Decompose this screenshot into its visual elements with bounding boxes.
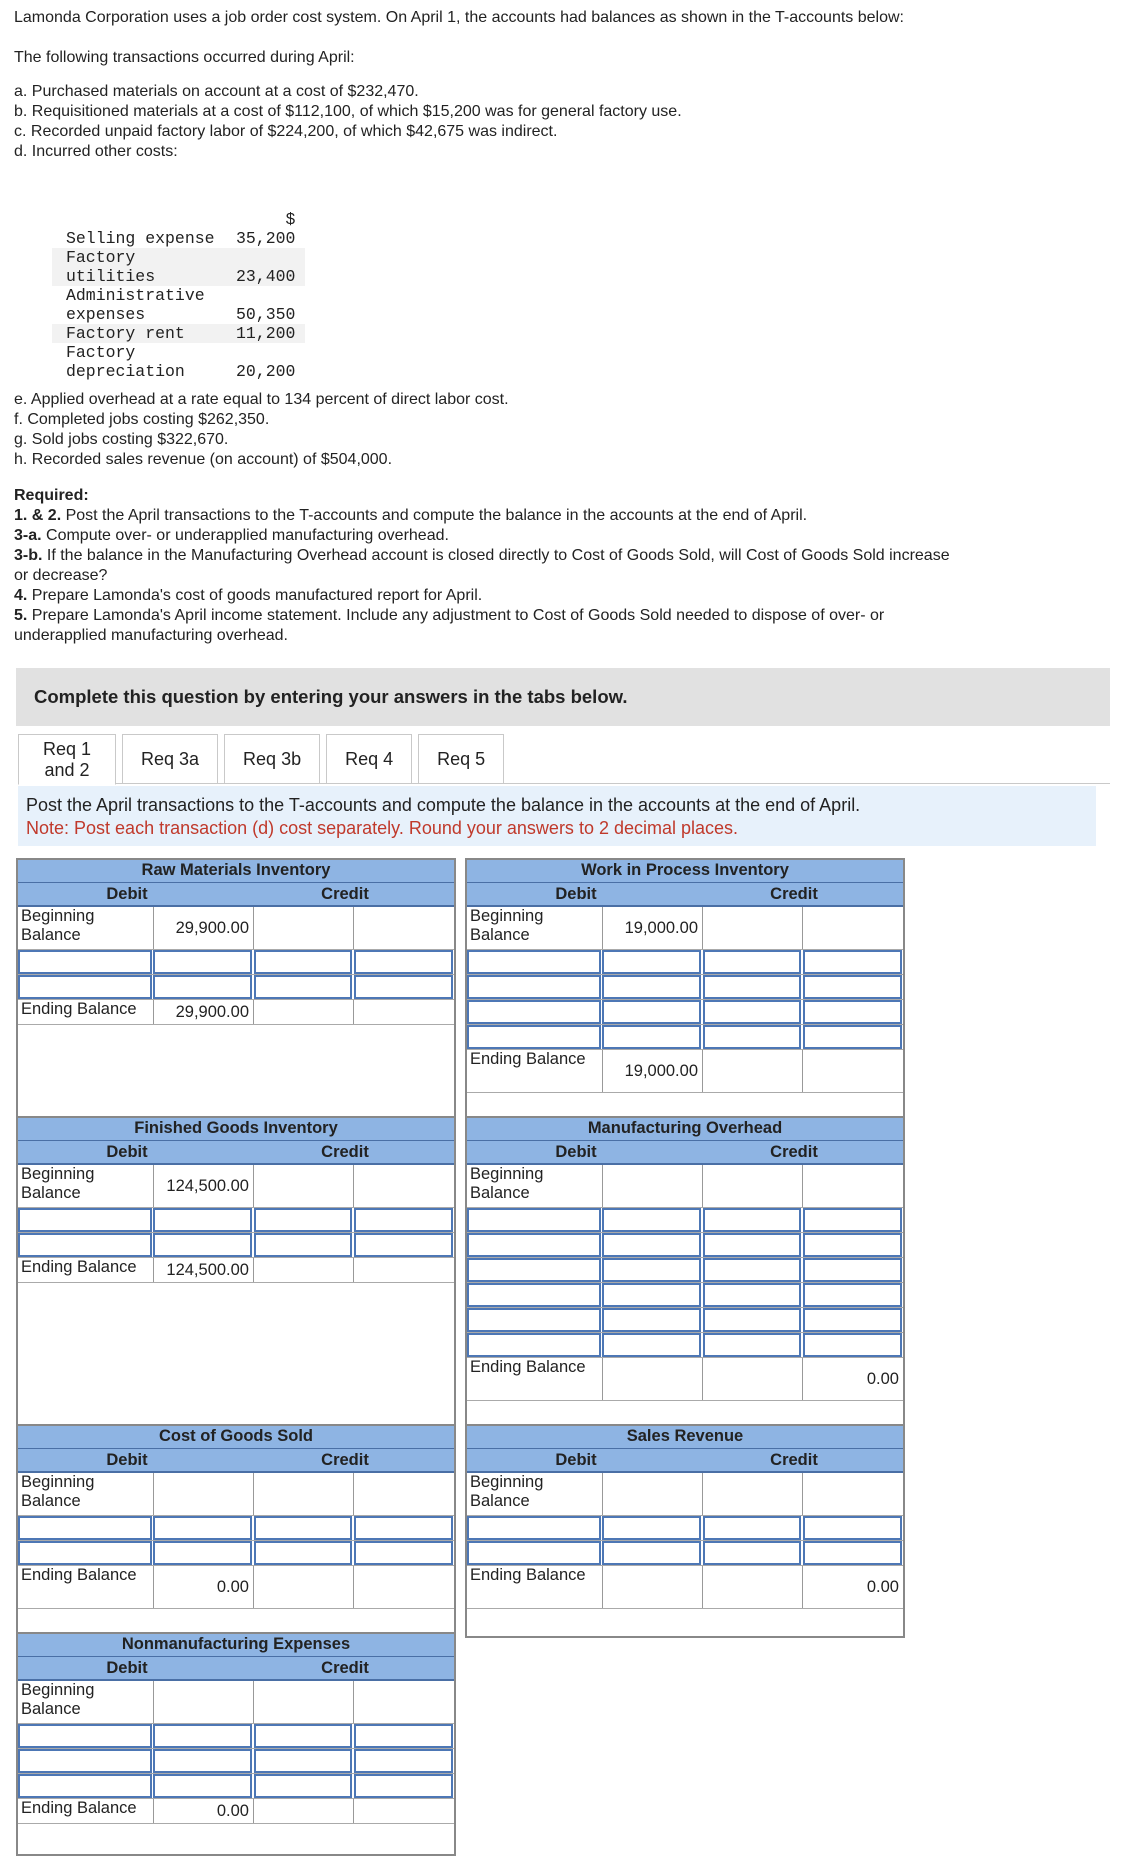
ending-row bbox=[18, 1799, 454, 1824]
row-label: Beginning Balance bbox=[18, 1473, 154, 1515]
beginning-row bbox=[18, 907, 454, 950]
t-row[interactable] bbox=[18, 1208, 454, 1233]
credit-account-input[interactable] bbox=[254, 1724, 353, 1748]
beginning-row bbox=[467, 907, 903, 950]
account-input[interactable] bbox=[18, 1541, 152, 1565]
debit-amount: 0.00 bbox=[154, 1566, 254, 1608]
required-title: Required: bbox=[14, 487, 89, 504]
t-row[interactable] bbox=[467, 1541, 903, 1566]
transaction-item: b. Requisitioned materials at a cost of $112,100, of which $15,200 was for general factory use. bbox=[14, 103, 682, 120]
beginning-row bbox=[18, 1681, 454, 1724]
t-row[interactable] bbox=[467, 1025, 903, 1050]
credit-account-input[interactable] bbox=[703, 975, 802, 999]
debit-input bbox=[603, 1358, 703, 1400]
debit-input bbox=[603, 1566, 703, 1608]
debit-input[interactable] bbox=[153, 1749, 252, 1773]
account-input[interactable] bbox=[18, 1233, 152, 1257]
debit-input[interactable] bbox=[602, 1233, 701, 1257]
ending-row bbox=[467, 1050, 903, 1093]
debit-input[interactable] bbox=[153, 1774, 252, 1798]
credit-account-input[interactable] bbox=[703, 1516, 802, 1540]
credit-input bbox=[354, 1566, 454, 1608]
credit-account-input[interactable] bbox=[703, 1233, 802, 1257]
debit-amount: 19,000.00 bbox=[603, 1050, 703, 1092]
credit-account-input[interactable] bbox=[254, 975, 353, 999]
other-costs-table bbox=[52, 210, 305, 381]
credit-account-input bbox=[703, 1358, 803, 1400]
debit-input[interactable] bbox=[153, 1724, 252, 1748]
credit-input bbox=[803, 1050, 903, 1092]
t-account-cost-of-goods-sold bbox=[16, 1424, 456, 1638]
t-account-title: Finished Goods Inventory bbox=[18, 1118, 454, 1141]
transaction-item: h. Recorded sales revenue (on account) of $504,000. bbox=[14, 451, 393, 468]
credit-account-input bbox=[254, 1000, 354, 1024]
t-account-nonmanufacturing-expenses bbox=[16, 1632, 456, 1856]
debit-header: Debit bbox=[106, 1451, 148, 1469]
debit-header: Debit bbox=[555, 885, 597, 903]
debit-input[interactable] bbox=[602, 1308, 701, 1332]
credit-header: Credit bbox=[321, 885, 369, 903]
credit-account-input[interactable] bbox=[254, 1516, 353, 1540]
account-input[interactable] bbox=[467, 1333, 601, 1357]
row-label: Beginning Balance bbox=[18, 907, 154, 949]
t-row[interactable] bbox=[18, 1516, 454, 1541]
cost-amount: 35,200 bbox=[236, 229, 296, 248]
credit-input[interactable] bbox=[803, 1208, 902, 1232]
account-input[interactable] bbox=[467, 1283, 601, 1307]
required-section bbox=[14, 486, 954, 646]
credit-account-input[interactable] bbox=[254, 950, 353, 974]
credit-account-input[interactable] bbox=[703, 1000, 802, 1024]
t-account-title: Work in Process Inventory bbox=[467, 860, 903, 883]
account-input[interactable] bbox=[467, 1516, 601, 1540]
debit-input[interactable] bbox=[602, 975, 701, 999]
credit-input[interactable] bbox=[803, 1308, 902, 1332]
debit-header: Debit bbox=[106, 1143, 148, 1161]
cost-amount: 23,400 bbox=[222, 248, 305, 286]
credit-input[interactable] bbox=[354, 1208, 453, 1232]
credit-input[interactable] bbox=[354, 1473, 454, 1515]
transaction-item: d. Incurred other costs: bbox=[14, 143, 178, 160]
account-input[interactable] bbox=[467, 1541, 601, 1565]
account-input[interactable] bbox=[467, 1308, 601, 1332]
t-account-title: Sales Revenue bbox=[467, 1426, 903, 1449]
debit-input[interactable] bbox=[153, 950, 252, 974]
row-label: Ending Balance bbox=[18, 1566, 154, 1608]
credit-header: Credit bbox=[321, 1143, 369, 1161]
credit-account-input[interactable] bbox=[254, 1774, 353, 1798]
cost-amount: 50,350 bbox=[236, 305, 296, 324]
t-account-title: Manufacturing Overhead bbox=[467, 1118, 903, 1141]
t-account-manufacturing-overhead bbox=[465, 1116, 905, 1430]
t-account-work-in-process bbox=[465, 858, 905, 1122]
account-input[interactable] bbox=[18, 1774, 152, 1798]
transaction-item: g. Sold jobs costing $322,670. bbox=[14, 431, 229, 448]
credit-input bbox=[803, 907, 903, 949]
row-label: Ending Balance bbox=[467, 1358, 603, 1400]
credit-account-input bbox=[703, 1566, 803, 1608]
debit-input[interactable] bbox=[602, 950, 701, 974]
credit-input bbox=[354, 907, 454, 949]
credit-account-input[interactable] bbox=[254, 1541, 353, 1565]
tab-instructions bbox=[18, 786, 1096, 846]
row-label: Ending Balance bbox=[18, 1799, 154, 1823]
debit-input[interactable] bbox=[153, 1541, 252, 1565]
beginning-row bbox=[467, 1473, 903, 1516]
t-row[interactable] bbox=[467, 975, 903, 1000]
debit-header: Debit bbox=[555, 1451, 597, 1469]
credit-input[interactable] bbox=[803, 1233, 902, 1257]
account-input[interactable] bbox=[467, 975, 601, 999]
credit-header: Credit bbox=[321, 1659, 369, 1677]
required-item: 5. Prepare Lamonda's April income statement. Include any adjustment to Cost of Goods Sold needed to dispose of over- or underapplied manufacturing overhead. bbox=[14, 607, 885, 644]
instruction-panel: Complete this question by entering your answers in the tabs below. bbox=[16, 668, 1110, 726]
account-input[interactable] bbox=[467, 950, 601, 974]
credit-account-input bbox=[254, 1566, 354, 1608]
credit-input[interactable] bbox=[803, 1165, 903, 1207]
t-row[interactable] bbox=[467, 1000, 903, 1025]
problem-intro bbox=[14, 8, 954, 162]
ending-row bbox=[467, 1358, 903, 1401]
account-input[interactable] bbox=[18, 1724, 152, 1748]
debit-input[interactable] bbox=[603, 1473, 703, 1515]
t-row[interactable] bbox=[18, 1724, 454, 1749]
credit-account-input[interactable] bbox=[703, 1283, 802, 1307]
t-row[interactable] bbox=[467, 1516, 903, 1541]
debit-amount: 19,000.00 bbox=[603, 907, 703, 949]
row-label: Ending Balance bbox=[467, 1566, 603, 1608]
credit-account-input[interactable] bbox=[703, 1541, 802, 1565]
t-account-header bbox=[467, 1449, 903, 1473]
credit-input bbox=[354, 1258, 454, 1282]
credit-input[interactable] bbox=[354, 1749, 453, 1773]
debit-header: Debit bbox=[106, 885, 148, 903]
t-account-sales-revenue bbox=[465, 1424, 905, 1638]
debit-header: Debit bbox=[555, 1143, 597, 1161]
credit-header: Credit bbox=[770, 1451, 818, 1469]
t-account-header bbox=[18, 1449, 454, 1473]
credit-input[interactable] bbox=[354, 1724, 453, 1748]
tab-req-3a[interactable]: Req 3a bbox=[122, 734, 218, 784]
credit-header: Credit bbox=[770, 1143, 818, 1161]
t-row[interactable] bbox=[18, 950, 454, 975]
debit-input[interactable] bbox=[602, 1025, 701, 1049]
credit-input[interactable] bbox=[803, 975, 902, 999]
debit-input[interactable] bbox=[602, 1516, 701, 1540]
credit-account-input bbox=[254, 1258, 354, 1282]
required-item: 1. & 2. Post the April transactions to the T-accounts and compute the balance in the accounts at the end of April. bbox=[14, 507, 808, 524]
credit-input[interactable] bbox=[803, 1473, 903, 1515]
credit-amount: 0.00 bbox=[866, 1369, 899, 1388]
credit-account-input bbox=[254, 1165, 354, 1207]
t-account-title: Nonmanufacturing Expenses bbox=[18, 1634, 454, 1657]
t-row[interactable] bbox=[18, 975, 454, 1000]
credit-account-input[interactable] bbox=[254, 1749, 353, 1773]
row-label: Ending Balance bbox=[18, 1258, 154, 1282]
t-row[interactable] bbox=[467, 1233, 903, 1258]
credit-input[interactable] bbox=[354, 1233, 453, 1257]
account-input[interactable] bbox=[467, 1000, 601, 1024]
debit-input[interactable] bbox=[154, 1473, 254, 1515]
required-item: 3-a. Compute over- or underapplied manufacturing overhead. bbox=[14, 527, 449, 544]
debit-amount: 29,900.00 bbox=[154, 1000, 254, 1024]
ending-row bbox=[18, 1566, 454, 1609]
t-row[interactable] bbox=[467, 1208, 903, 1233]
credit-account-input[interactable] bbox=[703, 1308, 802, 1332]
intro-transactions-heading: The following transactions occurred during April: bbox=[14, 49, 355, 66]
credit-account-input[interactable] bbox=[703, 950, 802, 974]
debit-input[interactable] bbox=[603, 1165, 703, 1207]
credit-input[interactable] bbox=[803, 1283, 902, 1307]
debit-input[interactable] bbox=[602, 1541, 701, 1565]
account-input[interactable] bbox=[18, 1749, 152, 1773]
cost-label: Factory depreciation bbox=[66, 343, 185, 381]
tab-bar bbox=[18, 734, 504, 784]
debit-input[interactable] bbox=[602, 1258, 701, 1282]
debit-header: Debit bbox=[106, 1659, 148, 1677]
account-input[interactable] bbox=[18, 1208, 152, 1232]
required-item: 4. Prepare Lamonda's cost of goods manufactured report for April. bbox=[14, 587, 483, 604]
instruction-text: Post the April transactions to the T-accounts and compute the balance in the accounts at the end of April. bbox=[26, 795, 861, 815]
debit-input[interactable] bbox=[154, 1681, 254, 1723]
credit-input[interactable] bbox=[354, 975, 453, 999]
cost-label: Factory rent bbox=[52, 324, 222, 343]
t-row[interactable] bbox=[467, 1258, 903, 1283]
credit-input bbox=[354, 1000, 454, 1024]
transaction-item: f. Completed jobs costing $262,350. bbox=[14, 411, 270, 428]
debit-input[interactable] bbox=[153, 1208, 252, 1232]
row-label: Beginning Balance bbox=[467, 1473, 603, 1515]
ending-row bbox=[18, 1000, 454, 1025]
transaction-item: e. Applied overhead at a rate equal to 134 percent of direct labor cost. bbox=[14, 391, 509, 408]
t-row[interactable] bbox=[467, 1308, 903, 1333]
t-account-finished-goods bbox=[16, 1116, 456, 1430]
t-row[interactable] bbox=[18, 1774, 454, 1799]
credit-account-input[interactable] bbox=[703, 1333, 802, 1357]
credit-input[interactable] bbox=[803, 1541, 902, 1565]
credit-account-input[interactable] bbox=[703, 1025, 802, 1049]
credit-input[interactable] bbox=[354, 1774, 453, 1798]
row-label: Beginning Balance bbox=[467, 1165, 603, 1207]
cost-label: Selling expense bbox=[66, 229, 215, 248]
tab-req-1-and-2[interactable]: Req 1 and 2 bbox=[18, 734, 116, 785]
cost-amount: 11,200 bbox=[222, 324, 305, 343]
t-row[interactable] bbox=[467, 950, 903, 975]
tab-req-4[interactable]: Req 4 bbox=[326, 734, 412, 784]
t-account-header bbox=[18, 883, 454, 907]
account-input[interactable] bbox=[18, 950, 152, 974]
transaction-list bbox=[14, 82, 954, 162]
debit-amount: 124,500.00 bbox=[154, 1165, 254, 1207]
t-account-title: Raw Materials Inventory bbox=[18, 860, 454, 883]
tab-req-5[interactable]: Req 5 bbox=[418, 734, 504, 784]
credit-input[interactable] bbox=[803, 1025, 902, 1049]
instruction-note: Note: Post each transaction (d) cost separately. Round your answers to 2 decimal places. bbox=[26, 818, 739, 838]
t-row[interactable] bbox=[467, 1333, 903, 1358]
credit-input[interactable] bbox=[354, 950, 453, 974]
debit-input[interactable] bbox=[153, 1516, 252, 1540]
beginning-row bbox=[467, 1165, 903, 1208]
credit-input bbox=[354, 1165, 454, 1207]
credit-account-input[interactable] bbox=[254, 1208, 353, 1232]
t-row[interactable] bbox=[467, 1283, 903, 1308]
credit-account-input[interactable] bbox=[703, 1473, 803, 1515]
t-account-raw-materials bbox=[16, 858, 456, 1122]
t-account-header bbox=[467, 1141, 903, 1165]
credit-input[interactable] bbox=[354, 1516, 453, 1540]
t-account-title: Cost of Goods Sold bbox=[18, 1426, 454, 1449]
debit-input[interactable] bbox=[602, 1000, 701, 1024]
account-input[interactable] bbox=[467, 1258, 601, 1282]
credit-account-input[interactable] bbox=[703, 1208, 802, 1232]
account-input[interactable] bbox=[18, 975, 152, 999]
t-account-header bbox=[467, 883, 903, 907]
debit-amount: 29,900.00 bbox=[154, 907, 254, 949]
row-label: Beginning Balance bbox=[18, 1165, 154, 1207]
credit-account-input bbox=[703, 1050, 803, 1092]
credit-header: Credit bbox=[321, 1451, 369, 1469]
debit-input[interactable] bbox=[602, 1283, 701, 1307]
credit-account-input bbox=[703, 907, 803, 949]
credit-input[interactable] bbox=[803, 1333, 902, 1357]
row-label: Beginning Balance bbox=[18, 1681, 154, 1723]
debit-amount: 124,500.00 bbox=[154, 1258, 254, 1282]
credit-account-input[interactable] bbox=[703, 1258, 802, 1282]
required-item: 3-b. If the balance in the Manufacturing Overhead account is closed directly to Cost of Goods Sold, will Cost of Goods Sold increase or decrease? bbox=[14, 547, 950, 584]
cost-label: Administrative expenses bbox=[66, 286, 205, 324]
ending-row bbox=[18, 1258, 454, 1283]
account-input[interactable] bbox=[467, 1025, 601, 1049]
transaction-list-continued bbox=[14, 390, 954, 470]
account-input[interactable] bbox=[467, 1208, 601, 1232]
beginning-row bbox=[18, 1165, 454, 1208]
intro-paragraph: Lamonda Corporation uses a job order cost system. On April 1, the accounts had balances as shown in the T-accounts below: bbox=[14, 9, 904, 26]
debit-input[interactable] bbox=[153, 975, 252, 999]
debit-amount: 0.00 bbox=[154, 1799, 254, 1823]
row-label: Beginning Balance bbox=[467, 907, 603, 949]
credit-account-input[interactable] bbox=[254, 1233, 353, 1257]
credit-account-input bbox=[254, 1799, 354, 1823]
row-label: Ending Balance bbox=[18, 1000, 154, 1024]
credit-input[interactable] bbox=[354, 1681, 454, 1723]
credit-input[interactable] bbox=[803, 1516, 902, 1540]
debit-input[interactable] bbox=[153, 1233, 252, 1257]
account-input[interactable] bbox=[18, 1516, 152, 1540]
transaction-item: a. Purchased materials on account at a cost of $232,470. bbox=[14, 83, 419, 100]
tab-divider bbox=[18, 783, 1110, 784]
cost-label: Factory utilities bbox=[52, 248, 222, 286]
cost-amount: 20,200 bbox=[236, 362, 296, 381]
credit-account-input bbox=[254, 907, 354, 949]
credit-header: Credit bbox=[770, 885, 818, 903]
credit-account-input[interactable] bbox=[703, 1165, 803, 1207]
credit-amount: 0.00 bbox=[866, 1577, 899, 1596]
account-input[interactable] bbox=[467, 1233, 601, 1257]
tab-req-3b[interactable]: Req 3b bbox=[224, 734, 320, 784]
t-row[interactable] bbox=[18, 1541, 454, 1566]
debit-input[interactable] bbox=[602, 1333, 701, 1357]
t-account-header bbox=[18, 1141, 454, 1165]
t-row[interactable] bbox=[18, 1749, 454, 1774]
t-account-header bbox=[18, 1657, 454, 1681]
currency-symbol: $ bbox=[285, 210, 296, 229]
credit-input[interactable] bbox=[803, 1258, 902, 1282]
beginning-row bbox=[18, 1473, 454, 1516]
credit-input[interactable] bbox=[803, 1000, 902, 1024]
ending-row bbox=[467, 1566, 903, 1609]
credit-input[interactable] bbox=[803, 950, 902, 974]
credit-input[interactable] bbox=[354, 1541, 453, 1565]
row-label: Ending Balance bbox=[467, 1050, 603, 1092]
debit-input[interactable] bbox=[602, 1208, 701, 1232]
credit-account-input[interactable] bbox=[254, 1473, 354, 1515]
t-row[interactable] bbox=[18, 1233, 454, 1258]
credit-account-input[interactable] bbox=[254, 1681, 354, 1723]
transaction-item: c. Recorded unpaid factory labor of $224,200, of which $42,675 was indirect. bbox=[14, 123, 558, 140]
credit-input bbox=[354, 1799, 454, 1823]
